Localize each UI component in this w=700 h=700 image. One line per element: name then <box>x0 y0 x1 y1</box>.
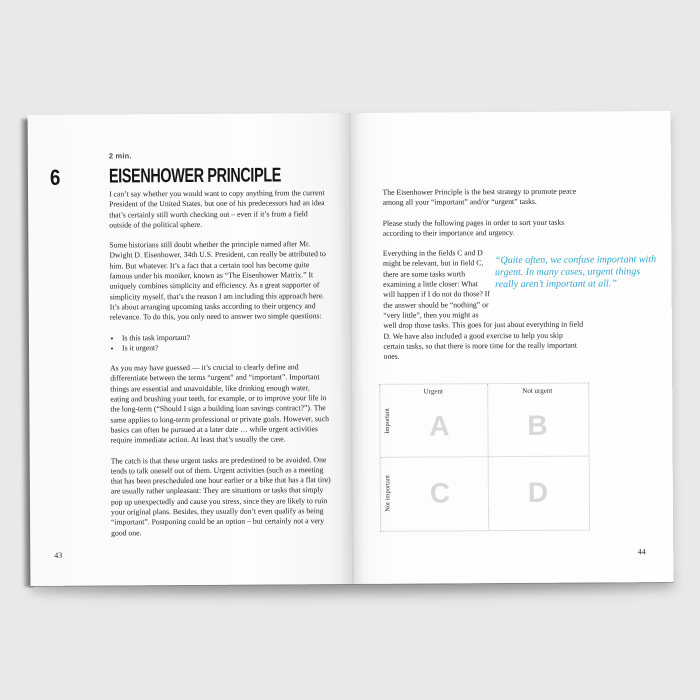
list-item: • Is this task important? <box>122 332 330 344</box>
paragraph: Some historians still doubt whether the principle named after Mr. Dwight D. Eisenhower, 34th U.S. President, can really be attributed to him. But whatever. It’s a fact that a certain tool has become quite famous under his moniker, known as “The Eisenhower Matrix.” It uniquely combines simplicity and efficiency. As a great supporter of simplicity myself, that’s the reason I am including this approach here. It’s about arranging upcoming tasks according to their urgency and relevance. To do this, you only need to answer two simple questions: <box>109 239 326 322</box>
page-number-left: 43 <box>54 550 63 560</box>
paragraph: I can’t say whether you would want to copy anything from the current President of the United States, but one of his predecessors had an idea that’s certainly still worth checking out – even if it’s from a field outside of the political sphere. <box>109 188 325 230</box>
paragraph: As you may have guessed — it’s crucial to clearly define and differentiate between the terms “urgent” and “important”. Important things are essential and unavoidable, like drinking enough water, eating and brushing your teeth, for example, or to improve your life in the long-term (“Should I sign a building loan savings contract?”). The same applies to long-term professional or private goals. However, such basics can often be pursued at a later date … while urgent activities require immediate action. At least that’s usually the case. <box>110 362 329 445</box>
paragraph: The Eisenhower Principle is the best strategy to promote peace among all your “important” and/or “urgent” tasks. <box>382 186 577 208</box>
open-book <box>28 111 674 586</box>
question-list <box>110 332 330 354</box>
reading-time-label: 2 min. <box>108 151 132 161</box>
page-number-right: 44 <box>637 547 646 557</box>
matrix-row-header-important: Important <box>383 407 391 434</box>
matrix-column-header-urgent: Urgent <box>423 387 443 396</box>
pull-quote: “Quite often, we confuse important with urgent. In many cases, urgent things really aren’t important at all.” <box>494 254 657 290</box>
left-page-body <box>109 188 331 548</box>
matrix-row-header-not-important: Not important <box>383 475 392 513</box>
matrix-cell-b: B <box>527 409 548 441</box>
matrix-cell-c: C <box>429 477 451 509</box>
list-item: • Is it urgent? <box>122 342 330 354</box>
paragraph-text: Everything in the fields C and D might be relevant, but in field C, there are some tasks worth examining a little closer: What will happen if I do not do those? If the answer should be “nothing” or “very little”, then you might as well drop those tasks. This goes for just about everything in field D. We have also included a good exercise to help you skip certain tasks, so that there is more time for the really important ones. <box>382 248 584 361</box>
matrix-column-header-not-urgent: Not urgent <box>522 386 553 395</box>
eisenhower-matrix <box>379 383 590 532</box>
matrix-cell-d: D <box>527 476 549 508</box>
paragraph: The catch is that these urgent tasks are predestined to be avoided. One tends to talk oneself out of them. Urgent activities (such as a meeting that has been prescheduled one hour earlier or a bike that has a flat tire) are usually rather unpleasant: They are situations or tasks that simply pop up unexpectedly and cause you stress, since they are likely to ruin your original plans. Besides, they usually don’t even qualify as being “important”. Postponing could be an option – but certainly not a very good one. <box>110 454 331 538</box>
paragraph: Please study the following pages in order to sort your tasks according to their importance and urgency. <box>382 217 565 238</box>
book-pages <box>28 111 674 586</box>
right-page <box>349 111 673 584</box>
left-page <box>28 113 352 586</box>
chapter-title: EISENHOWER PRINCIPLE <box>108 164 282 188</box>
matrix-cell-a: A <box>429 410 450 442</box>
chapter-number: 6 <box>49 164 61 190</box>
